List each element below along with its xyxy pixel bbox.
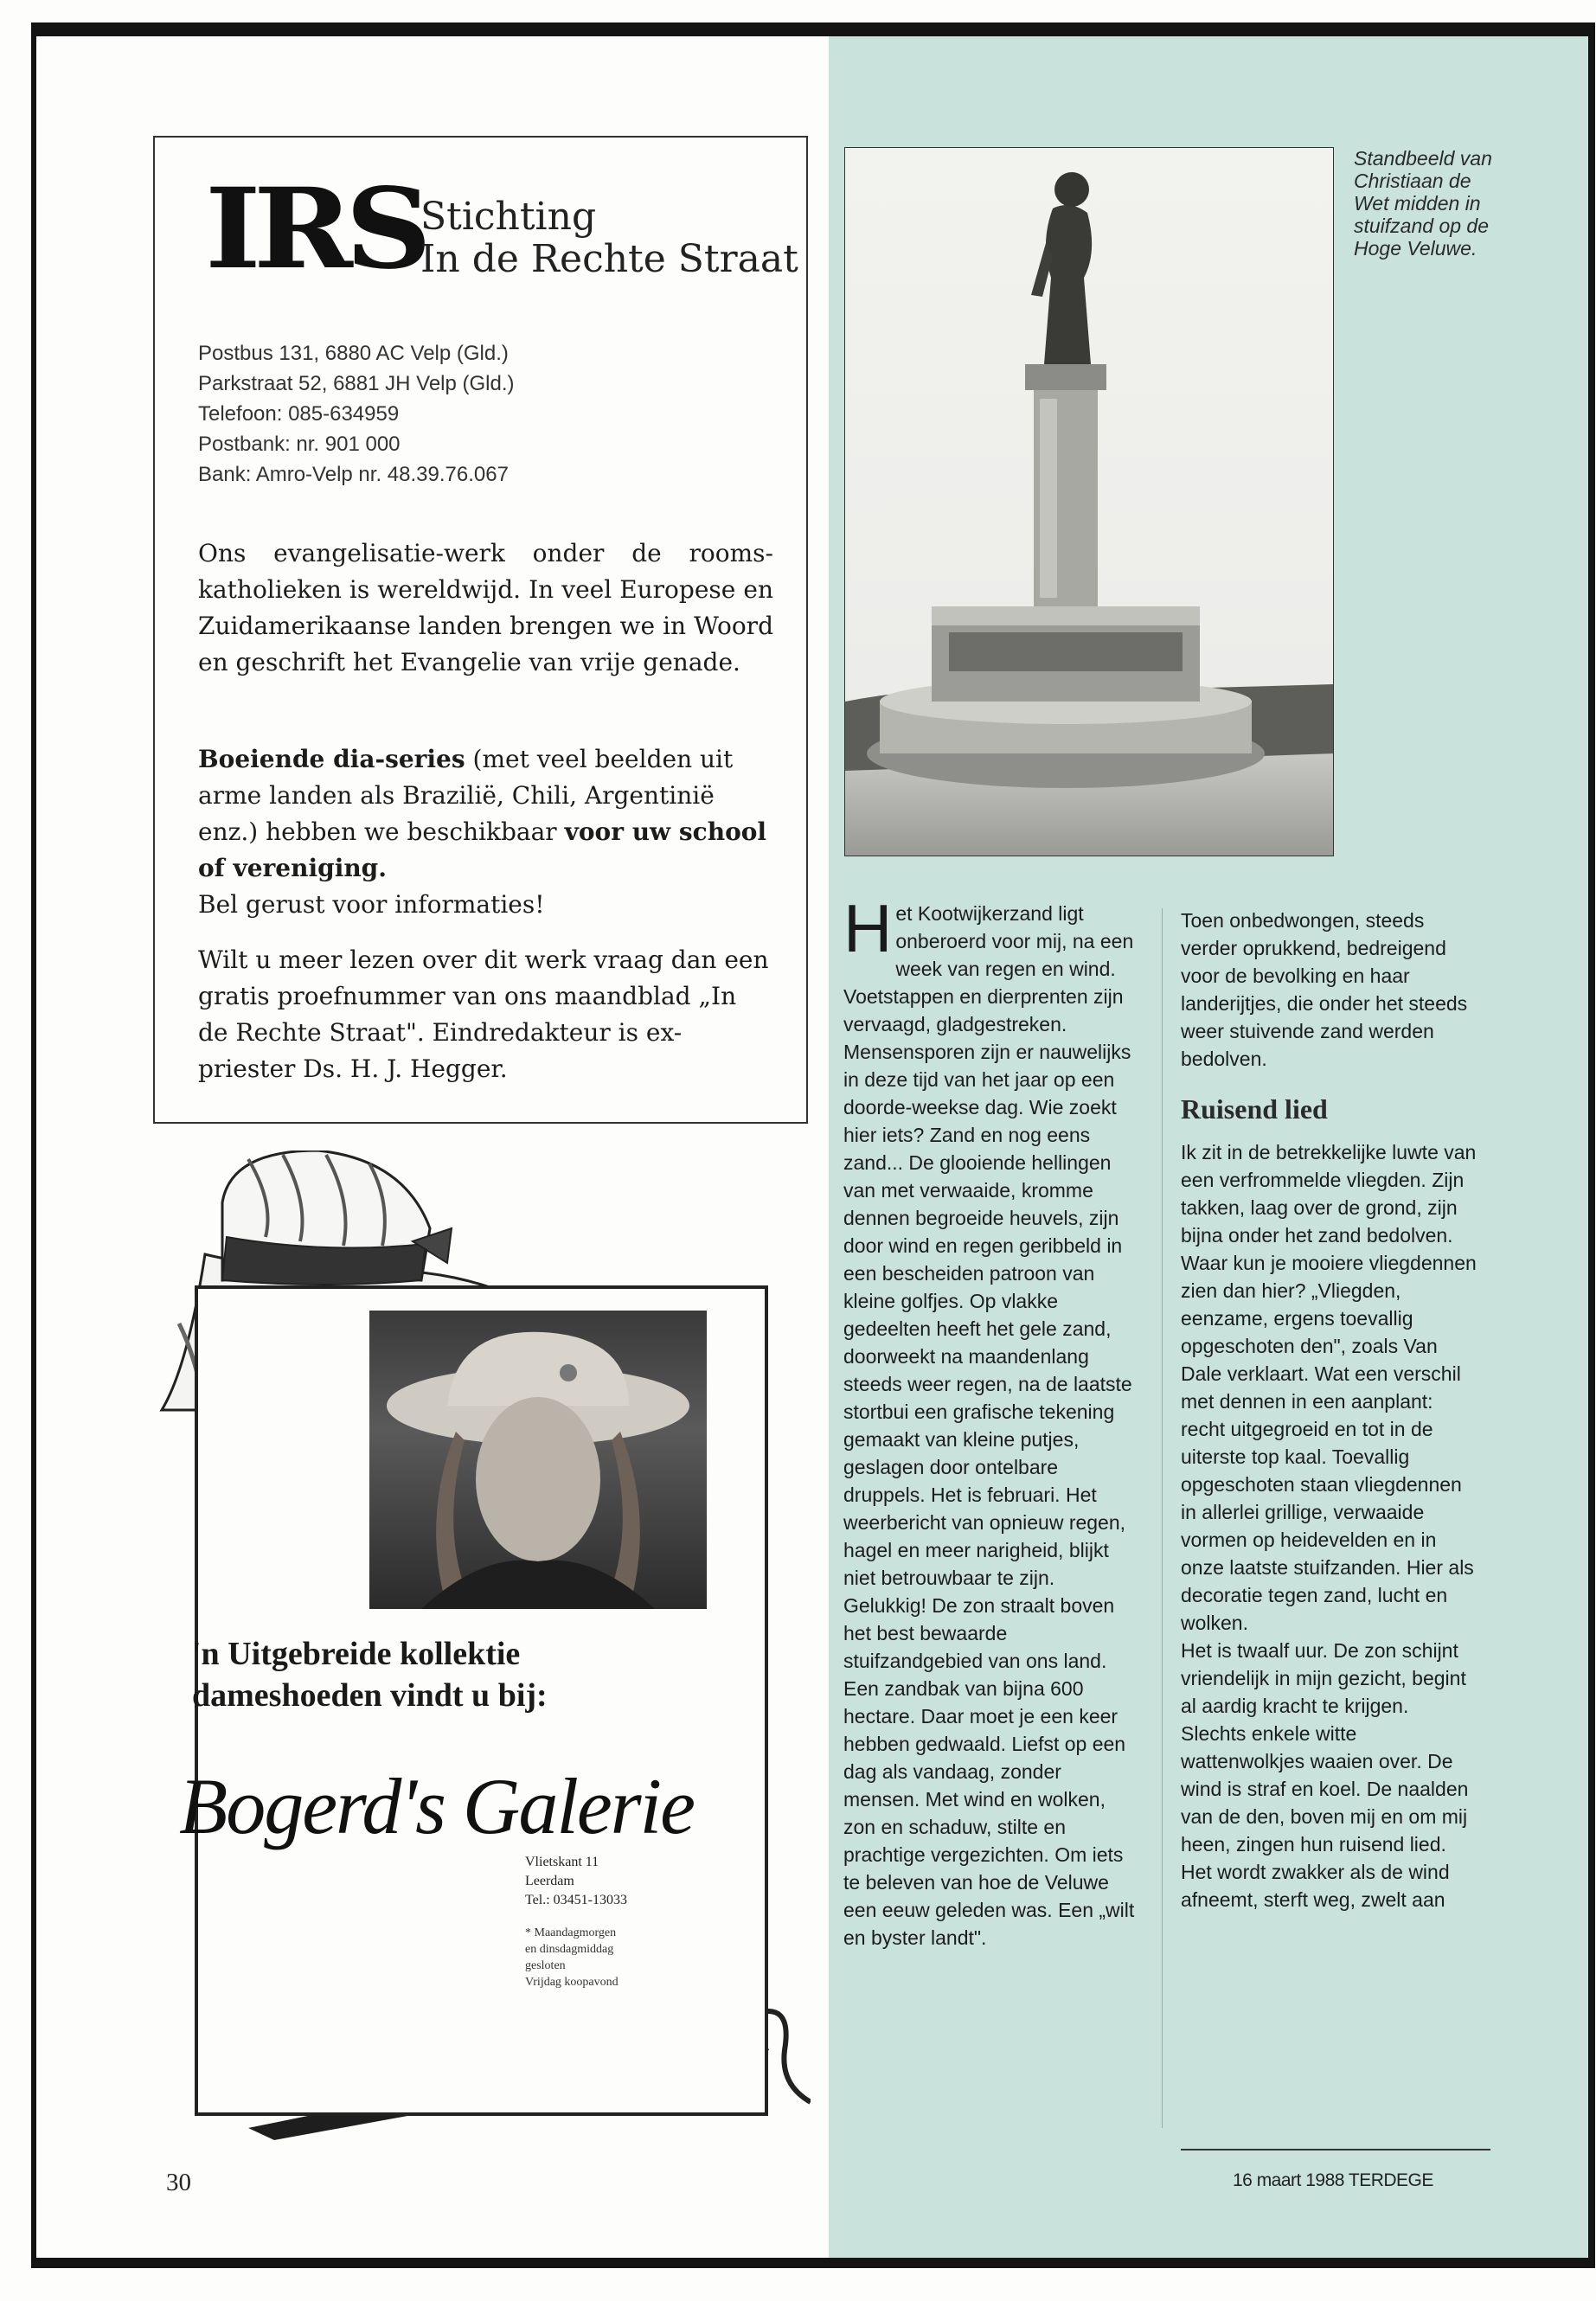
- article-subheading: Ruisend lied: [1181, 1093, 1328, 1125]
- irs-advertisement: [153, 136, 808, 1124]
- irs-call-line: Bel gerust voor informaties!: [198, 890, 545, 919]
- shop-city: Leerdam: [525, 1874, 574, 1888]
- note-line: gesloten: [525, 1959, 566, 1972]
- article-text-col2-intro: Toen onbedwongen, steeds verder oprukkend, bedreigend voor de bevolking en haar landerijtjes, die onder het steeds weer stuivende zand werden bedolven.: [1181, 909, 1468, 1070]
- page-frame-bottom: [31, 2258, 1595, 2268]
- irs-paragraph-2: [198, 741, 773, 923]
- footer-rule: [1181, 2149, 1490, 2150]
- address-line: Postbus 131, 6880 AC Velp (Gld.): [198, 342, 509, 365]
- headline-line2: dameshoeden vindt u bij:: [192, 1677, 548, 1714]
- page-frame-top: [31, 22, 1595, 36]
- statue-illustration: [845, 148, 1334, 856]
- issue-date-magazine: 16 maart 1988 TERDEGE: [1233, 2170, 1433, 2190]
- irs-name-line2: In de Rechte Straat: [420, 237, 798, 281]
- irs-name-line1: Stichting: [420, 195, 597, 239]
- hat-ad-headline: [192, 1633, 548, 1716]
- column-divider: [1162, 908, 1163, 2128]
- irs-address-block: [198, 338, 515, 490]
- note-line: * Maandagmorgen: [525, 1926, 617, 1939]
- irs-bold-lead: Boeiende dia-series: [198, 745, 465, 773]
- gallery-logo: Bogerd's Galerie: [179, 1762, 694, 1850]
- article-column-1: [843, 890, 1142, 1952]
- irs-paragraph-1: Ons evangelisatie-werk onder de rooms-katholieken is wereldwijd. In veel Europese en Zuidamerikaanse landen brengen we in Woord en geschrift het Evangelie van vrije genade.: [198, 539, 773, 676]
- article-text-col2-body: Ik zit in de betrekkelijke luwte van een verfrommelde vliegden. Zijn takken, laag over de grond, zijn bijna onder het zand bedolven. Waar kun je mooiere vliegdennen zien dan hier? „Vliegden, eenzame, ergens toevallig opgeschoten den", zoals Van Dale verklaart. Wat een verschil met dennen in een aanplant: recht uitgegroeid en tot in de uiterste top kaal. Toevallig opgeschoten staan vliegdennen in allerlei grillige, verwaaide vormen op heidevelden en in onze laatste stuifzanden. Hier als decoratie tegen zand, lucht en wolken.: [1181, 1141, 1477, 1634]
- article-text-col1: et Kootwijkerzand ligt onberoerd voor mij, na een week van regen en wind. Voetstappen en dierprenten zijn vervaagd, gladgestreken. Mensensporen zijn er nauwelijks in deze tijd van het jaar op een doorde-weekse dag. Wie zoekt hier iets? Zand en nog eens zand... De glooiende hellingen van met verwaaide, kromme dennen begroeide heuvels, zijn door wind en regen geribbeld in een bescheiden patroon van kleine golfjes. Op vlakke gedeelten heeft het gele zand, doorweekt na maandenlang steeds weer regen, na de laatste stortbui een grafische tekening gemaakt van kleine putjes, geslagen door ontelbare druppels. Het is februari. Het weerbericht van opnieuw regen, hagel en meer narigheid, blijkt niet betrouwbaar te zijn. Gelukkig! De zon straalt boven het best bewaarde stuifzandgebied van ons land. Een zandbak van bijna 600 hectare. Daar moet je een keer hebben gedwaald. Liefst op een dag als vandaag, zonder mensen. Met wind en wolken, zon en schaduw, stilte en prachtige vergezichten. Om iets te beleven van hoe de Veluwe een eeuw geleden was. Een „wilt en byster landt".: [843, 902, 1135, 1949]
- irs-logo: IRS: [205, 164, 425, 294]
- address-line: Bank: Amro-Velp nr. 48.39.76.067: [198, 463, 509, 486]
- photo-caption: Standbeeld van Christiaan de Wet midden in stuifzand op de Hoge Veluwe.: [1354, 147, 1492, 260]
- page-frame-left: [31, 22, 36, 2263]
- headline-line1: 'n Uitgebreide kollektie: [192, 1636, 521, 1672]
- page-number: 30: [166, 2169, 191, 2196]
- shop-street: Vlietskant 11: [525, 1855, 599, 1869]
- address-line: Parkstraat 52, 6881 JH Velp (Gld.): [198, 372, 515, 395]
- page-frame-right: [1588, 22, 1595, 2263]
- shop-phone: Tel.: 03451-13033: [525, 1893, 627, 1907]
- woman-in-hat-photo: [369, 1311, 707, 1609]
- hats-advertisement: [153, 1150, 811, 2140]
- article-column-2: [1181, 907, 1479, 1913]
- article-text-col2-body2: Het is twaalf uur. De zon schijnt vriendelijk in mijn gezicht, begint al aardig kracht te krijgen. Slechts enkele witte wattenwolkjes waaien over. De wind is straf en koel. De naalden van de den, boven mij en om mij heen, zingen hun ruisend lied. Het wordt zwakker als de wind afneemt, sterft weg, zwelt aan: [1181, 1639, 1469, 1911]
- statue-photo: [844, 147, 1334, 856]
- drop-cap: H: [843, 890, 893, 966]
- note-line: Vrijdag koopavond: [525, 1976, 619, 1989]
- note-line: en dinsdagmiddag: [525, 1943, 614, 1956]
- address-line: Telefoon: 085-634959: [198, 402, 400, 426]
- address-line: Postbank: nr. 901 000: [198, 433, 401, 456]
- irs-paragraph-3: Wilt u meer lezen over dit werk vraag dan een gratis proefnummer van ons maandblad „In de Rechte Straat". Eindredakteur is ex-priester Ds. H. J. Hegger.: [198, 945, 769, 1083]
- irs-bold-end: voor uw school of vereniging.: [198, 817, 767, 882]
- shop-address: [525, 1853, 627, 1910]
- shop-opening-notes: [525, 1925, 715, 1990]
- portrait-illustration: [369, 1311, 707, 1609]
- irs-para2-text: (met veel beelden uit arme landen als Brazilië, Chili, Argentinië enz.) hebben we beschikbaar: [198, 745, 734, 846]
